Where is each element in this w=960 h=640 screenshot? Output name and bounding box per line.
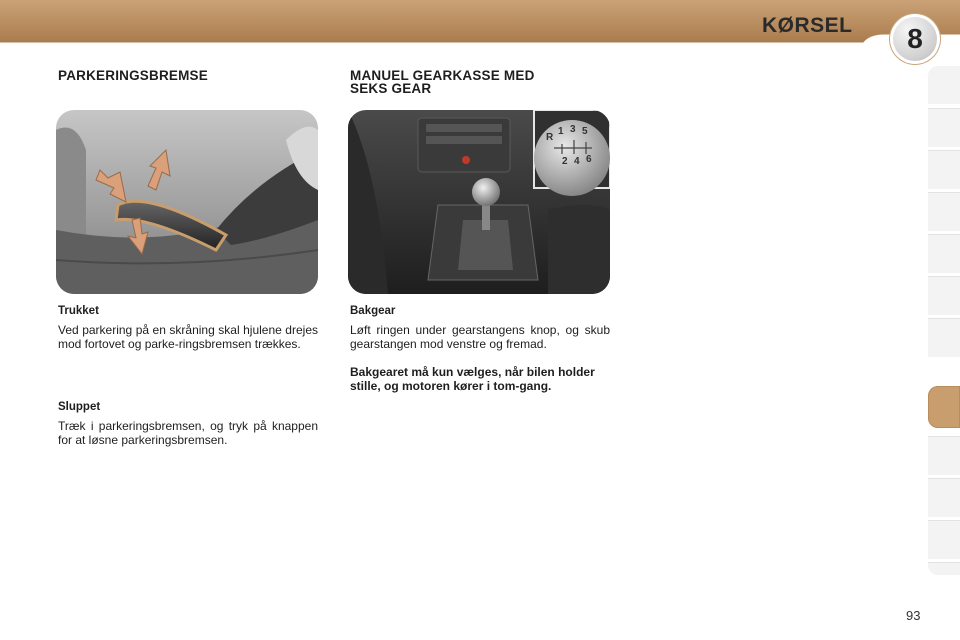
chapter-tab[interactable] xyxy=(928,66,960,104)
chapter-tab[interactable] xyxy=(928,478,960,517)
chapter-tab[interactable] xyxy=(928,108,960,147)
gearbox-photo xyxy=(348,110,610,294)
parking-brake-photo xyxy=(56,110,318,294)
chapter-tab[interactable] xyxy=(928,150,960,189)
shift-label-3: 3 xyxy=(570,124,576,135)
page-number: 93 xyxy=(906,608,921,623)
shift-label-r: R xyxy=(546,132,554,143)
chapter-tab[interactable] xyxy=(928,276,960,315)
reverse-gear-text: Løft ringen under gearstangens knop, og skub gearstangen mod venstre og fremad. xyxy=(350,323,610,351)
chapter-tab-active[interactable] xyxy=(928,386,960,428)
chapter-tab[interactable] xyxy=(928,318,960,357)
applied-heading: Trukket xyxy=(58,305,99,317)
released-heading: Sluppet xyxy=(58,401,101,413)
shift-label-1: 1 xyxy=(558,126,564,137)
shift-label-4: 4 xyxy=(574,156,580,167)
shift-label-6: 6 xyxy=(586,154,592,165)
applied-text: Ved parkering på en skråning skal hjulene drejes mod fortovet og parke-ringsbremsen trækkes. xyxy=(58,323,318,351)
chapter-tab[interactable] xyxy=(928,192,960,231)
chapter-number: 8 xyxy=(893,17,937,61)
chapter-tab[interactable] xyxy=(928,520,960,559)
chapter-tab[interactable] xyxy=(928,436,960,475)
gearbox-title-line2: SEKS GEAR xyxy=(350,81,432,96)
reverse-gear-warning: Bakgearet må kun vælges, når bilen holder stille, og motoren kører i tom-gang. xyxy=(350,365,595,393)
chapter-tab[interactable] xyxy=(928,234,960,273)
released-text: Træk i parkeringsbremsen, og tryk på knappen for at løsne parkeringsbremsen. xyxy=(58,419,318,447)
chapter-tabs xyxy=(928,66,960,574)
chapter-title: KØRSEL xyxy=(762,14,853,37)
shift-label-2: 2 xyxy=(562,156,568,167)
reverse-gear-heading: Bakgear xyxy=(350,305,396,317)
gearbox-title-line1: MANUEL GEARKASSE MED xyxy=(350,68,535,83)
parking-brake-title: PARKERINGSBREMSE xyxy=(58,68,208,83)
chapter-tab[interactable] xyxy=(928,562,960,575)
shift-label-5: 5 xyxy=(582,126,588,137)
